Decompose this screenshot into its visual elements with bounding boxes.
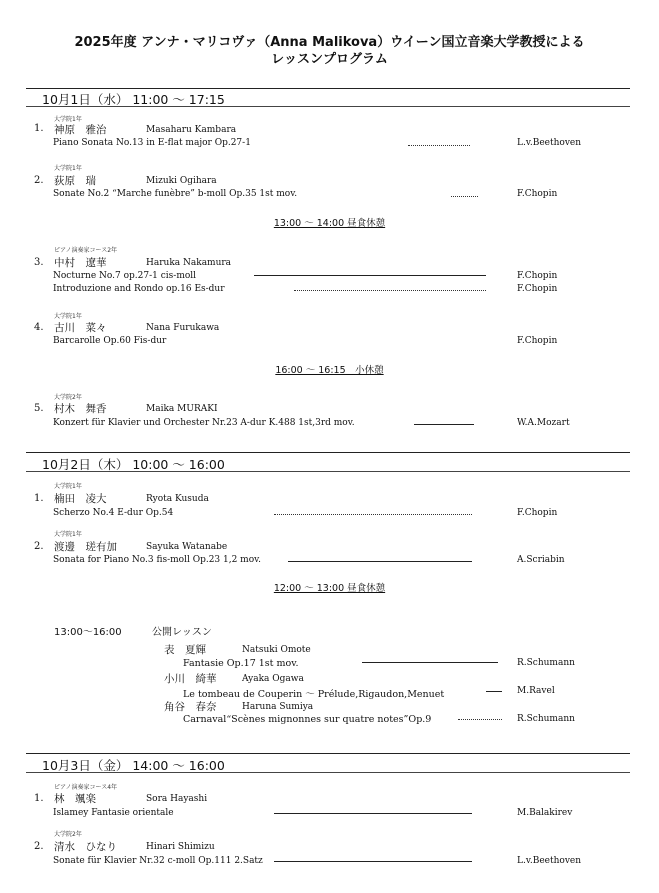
student-name-en: Natsuki Omote: [242, 645, 311, 655]
page-subtitle: レッスンプログラム: [271, 52, 388, 67]
piece-title: Sonate No.2 “Marche funèbre” b-moll Op.35 1st mov.: [53, 189, 298, 199]
entry-number: 2.: [34, 841, 44, 852]
leader-line: [408, 145, 470, 146]
divider: [26, 471, 630, 472]
entry-number: 2.: [34, 541, 44, 552]
composer: R.Schumann: [517, 714, 575, 724]
student-name-en: Ryota Kusuda: [146, 494, 209, 504]
student-year-tag: 大学院1年: [54, 483, 82, 490]
entry-number: 5.: [34, 403, 44, 414]
student-year-tag: 大学院1年: [54, 313, 82, 320]
entry-number: 1.: [34, 793, 44, 804]
break-notice: 12:00 〜 13:00 昼食休憩: [273, 583, 386, 594]
piece-title: Piano Sonata No.13 in E-flat major Op.27-1: [53, 138, 251, 148]
student-name-en: Haruna Sumiya: [242, 702, 314, 712]
composer: R.Schumann: [517, 658, 575, 668]
leader-line: [362, 662, 498, 663]
student-name-jp: 中村 遼華: [54, 257, 107, 269]
divider: [26, 106, 630, 107]
student-name-jp: 角谷 春奈: [164, 701, 217, 713]
entry-number: 1.: [34, 493, 44, 504]
divider: [26, 753, 630, 754]
leader-line: [451, 196, 478, 197]
student-name-jp: 神原 雅治: [54, 124, 107, 136]
student-name-jp: 古川 菜々: [54, 322, 107, 334]
entry-number: 3.: [34, 257, 44, 268]
piece-title: Sonata for Piano No.3 fis-moll Op.23 1,2 mov.: [53, 555, 262, 565]
divider: [26, 452, 630, 453]
leader-line: [294, 290, 486, 291]
day-header: 10月3日（金） 14:00 〜 16:00: [42, 758, 225, 773]
student-name-en: Mizuki Ogihara: [146, 176, 217, 186]
composer: M.Ravel: [517, 686, 555, 696]
piece-title: Sonate für Klavier Nr.32 c-moll Op.111 2.Satz: [53, 856, 263, 866]
composer: A.Scriabin: [517, 555, 565, 565]
student-name-jp: 楠田 凌大: [54, 493, 107, 505]
public-lesson-time: 13:00〜16:00: [54, 627, 122, 638]
day-header: 10月2日（木） 10:00 〜 16:00: [42, 457, 225, 472]
leader-line: [486, 691, 502, 692]
student-name-jp: 村木 舞香: [54, 403, 107, 415]
entry-number: 2.: [34, 175, 44, 186]
student-year-tag: 大学院1年: [54, 165, 82, 172]
student-name-en: Masaharu Kambara: [146, 125, 237, 135]
student-name-en: Haruka Nakamura: [146, 258, 232, 268]
divider: [26, 88, 630, 89]
student-year-tag: 大学院1年: [54, 116, 82, 123]
student-name-en: Sayuka Watanabe: [146, 542, 228, 552]
student-name-jp: 清水 ひなり: [54, 841, 117, 853]
student-name-en: Ayaka Ogawa: [242, 674, 304, 684]
composer: L.v.Beethoven: [517, 138, 582, 148]
leader-line: [414, 424, 474, 425]
entry-number: 1.: [34, 123, 44, 134]
piece-title: Nocturne No.7 op.27-1 cis-moll: [53, 271, 197, 281]
student-name-jp: 表 夏輝: [164, 644, 206, 656]
student-year-tag: 大学院2年: [54, 831, 82, 838]
composer: F.Chopin: [517, 284, 558, 294]
student-name-en: Maika MURAKI: [146, 404, 218, 414]
piece-title: Islamey Fantasie orientale: [53, 808, 174, 818]
composer: M.Balakirev: [517, 808, 573, 818]
student-year-tag: ピアノ演奏家コース2年: [54, 247, 118, 254]
day-header: 10月1日（水） 11:00 〜 17:15: [42, 92, 225, 107]
leader-line: [458, 719, 502, 720]
student-name-jp: 小川 綺華: [164, 673, 217, 685]
page-title: 2025年度 アンナ・マリコヴァ（Anna Malikova）ウイーン国立音楽大学教授による: [74, 35, 585, 50]
public-lesson-label: 公開レッスン: [152, 627, 212, 638]
break-notice: 13:00 〜 14:00 昼食休憩: [273, 218, 386, 229]
composer: F.Chopin: [517, 271, 558, 281]
leader-line: [274, 514, 472, 515]
student-name-jp: 渡邊 瑳有加: [54, 541, 117, 553]
leader-line: [254, 275, 486, 276]
student-name-jp: 荻原 瑞: [54, 175, 96, 187]
piece-title: Introduzione and Rondo op.16 Es-dur: [53, 284, 225, 294]
piece-title: Le tombeau de Couperin 〜 Prélude,Rigaudon,Menuet: [183, 689, 445, 700]
student-year-tag: ピアノ演奏家コース4年: [54, 784, 118, 791]
composer: W.A.Mozart: [517, 418, 570, 428]
divider: [26, 772, 630, 773]
leader-line: [274, 813, 472, 814]
student-name-jp: 林 颯楽: [54, 793, 96, 805]
student-year-tag: 大学院2年: [54, 394, 82, 401]
leader-line: [274, 861, 472, 862]
leader-line: [288, 561, 472, 562]
piece-title: Konzert für Klavier und Orchester Nr.23 A-dur K.488 1st,3rd mov.: [53, 418, 355, 428]
student-name-en: Hinari Shimizu: [146, 842, 215, 852]
composer: L.v.Beethoven: [517, 856, 582, 866]
piece-title: Barcarolle Op.60 Fis-dur: [53, 336, 167, 346]
composer: F.Chopin: [517, 189, 558, 199]
piece-title: Scherzo No.4 E-dur Op.54: [53, 508, 174, 518]
student-name-en: Nana Furukawa: [146, 323, 220, 333]
composer: F.Chopin: [517, 508, 558, 518]
composer: F.Chopin: [517, 336, 558, 346]
break-notice: 16:00 〜 16:15 小休憩: [275, 365, 384, 376]
student-year-tag: 大学院1年: [54, 531, 82, 538]
piece-title: Carnaval“Scènes mignonnes sur quatre notes”Op.9: [183, 714, 432, 725]
piece-title: Fantasie Op.17 1st mov.: [183, 658, 299, 669]
student-name-en: Sora Hayashi: [146, 794, 208, 804]
entry-number: 4.: [34, 322, 44, 333]
